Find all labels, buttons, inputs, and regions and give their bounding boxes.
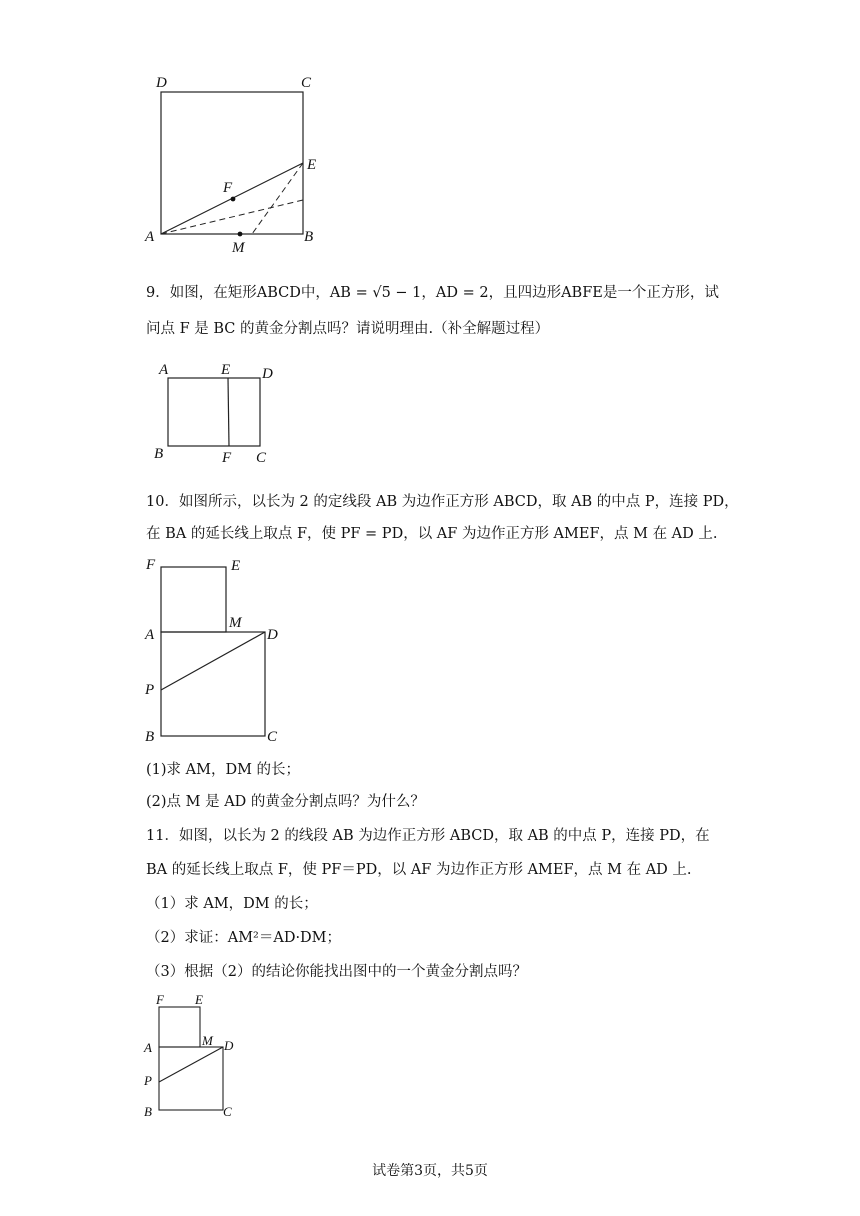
label-M: M xyxy=(229,615,242,631)
label-F: F xyxy=(223,180,233,196)
q11-sub2: （2）求证：AM²＝AD·DM； xyxy=(146,930,342,946)
figure-square-abcd xyxy=(140,70,330,260)
label-P: P xyxy=(145,682,155,698)
q10-sub2: (2)点 M 是 AD 的黄金分割点吗？为什么？ xyxy=(146,794,425,810)
label-A: A xyxy=(145,229,155,245)
label-C: C xyxy=(267,729,278,745)
q10-line2: 在 BA 的延长线上取点 F，使 PF = PD，以 AF 为边作正方形 AMEF，点 M 在 AD 上. xyxy=(146,526,718,542)
q10-sub1: (1)求 AM，DM 的长； xyxy=(146,762,301,778)
label-E: E xyxy=(231,558,241,574)
label-B: B xyxy=(144,1104,152,1119)
label-D: D xyxy=(224,1038,234,1053)
q11-line1: 11．如图，以长为 2 的线段 AB 为边作正方形 ABCD，取 AB 的中点 P，连接 PD，在 xyxy=(146,828,710,844)
label-D: D xyxy=(156,75,167,91)
label-A: A xyxy=(159,362,169,378)
figure-golden-section-small xyxy=(140,990,250,1120)
label-F: F xyxy=(156,992,164,1007)
label-F: F xyxy=(146,557,156,573)
label-E: E xyxy=(307,157,317,173)
figure-rectangle-abcd xyxy=(148,358,288,473)
q11-sub1: （1）求 AM，DM 的长； xyxy=(146,896,318,912)
label-M: M xyxy=(202,1033,213,1048)
q10-line1: 10．如图所示，以长为 2 的定线段 AB 为边作正方形 ABCD，取 AB 的中点 P，连接 PD， xyxy=(146,494,739,510)
q9-line1: 9．如图，在矩形ABCD中，AB = √5 − 1，AD = 2，且四边形ABFE是一个正方形，试 xyxy=(146,285,719,301)
q11-line2: BA 的延长线上取点 F，使 PF＝PD，以 AF 为边作正方形 AMEF，点 M 在 AD 上. xyxy=(146,862,692,878)
label-A: A xyxy=(145,627,155,643)
label-B: B xyxy=(145,729,155,745)
label-C: C xyxy=(223,1104,232,1119)
label-M: M xyxy=(232,240,245,256)
label-D: D xyxy=(262,366,273,382)
label-B: B xyxy=(304,229,314,245)
label-C: C xyxy=(301,75,312,91)
label-A: A xyxy=(144,1040,152,1055)
page-footer: 试卷第3页，共5页 xyxy=(372,1163,488,1179)
label-C: C xyxy=(256,450,267,466)
label-P: P xyxy=(144,1073,152,1088)
label-D: D xyxy=(267,627,278,643)
q11-sub3: （3）根据（2）的结论你能找出图中的一个黄金分割点吗？ xyxy=(146,964,527,980)
label-B: B xyxy=(154,446,164,462)
label-E: E xyxy=(195,992,203,1007)
q9-line2: 问点 F 是 BC 的黄金分割点吗？请说明理由.（补全解题过程） xyxy=(146,321,550,337)
label-F: F xyxy=(222,450,232,466)
figure-golden-section xyxy=(140,555,300,755)
label-E: E xyxy=(221,362,231,378)
